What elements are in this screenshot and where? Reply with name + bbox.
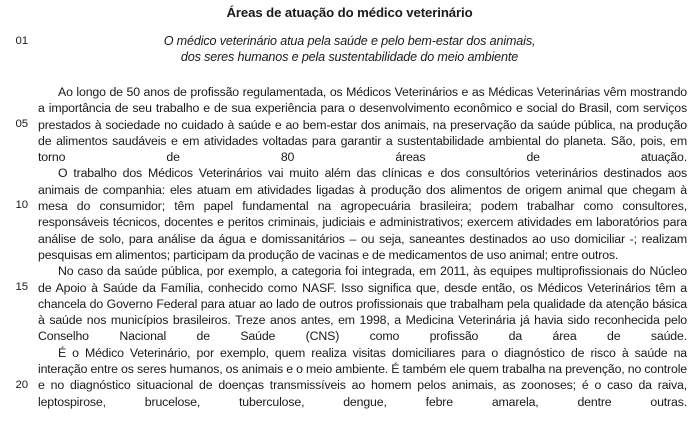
line-number-gutter bbox=[0, 0, 30, 440]
line-number: 15 bbox=[15, 281, 28, 293]
paragraph-3: No caso da saúde pública, por exemplo, a categoria foi integrada, em 2011, às equipes multiprofissionais do Núcleo de Apoio à Saúde da Família, conhecido como NASF. Isso significa que, desde então, os Médicos Veterinários têm a chancela do Governo Federal para atuar ao lado de outros profissionais que trabalham pela qualidade da atenção básica à saúde nos municípios brasileiros. Treze anos antes, em 1998, a Medicina Veterinária já havia sido reconhecida pelo Conselho Nacional de Saúde (CNS) como profissão da área de saúde. bbox=[38, 264, 687, 344]
paragraph-1: Ao longo de 50 anos de profissão regulamentada, os Médicos Veterinários e as Médicas Veterinárias vêm mostrando a importância de seu trabalho e de sua experiência para o desenvolvimento econômico e social do Brasil, com serviços prestados à sociedade no cuidado à saúde e ao bem-estar dos animais, na preservação da saúde pública, na produção de alimentos saudáveis e em atividades voltadas para garantir a sustentabilidade ambiental do planeta. São, pois, em torno de 80 áreas de atuação. bbox=[38, 85, 687, 165]
line-number: 05 bbox=[15, 118, 28, 130]
line-number: 20 bbox=[15, 379, 28, 391]
document-subtitle bbox=[0, 33, 699, 66]
subtitle-line-1: O médico veterinário atua pela saúde e pelo bem-estar dos animais, bbox=[163, 34, 536, 48]
line-number: 01 bbox=[15, 35, 28, 47]
line-number: 10 bbox=[15, 199, 28, 211]
document-body bbox=[38, 84, 687, 410]
paragraph-4: É o Médico Veterinário, por exemplo, quem realiza visitas domiciliares para o diagnóstico de risco à saúde na interação entre os seres humanos, os animais e o meio ambiente. É também ele quem trabalha na prevenção, no controle e no diagnóstico situacional de doenças transmissíveis ao homem pelos animais, as zoonoses; é o caso da raiva, leptospirose, brucelose, tuberculose, dengue, febre amarela, dentre outras. bbox=[38, 345, 687, 409]
subtitle-line-2: dos seres humanos e pela sustentabilidade do meio ambiente bbox=[180, 50, 519, 65]
page-title: Áreas de atuação do médico veterinário bbox=[226, 5, 473, 20]
paragraph-2: O trabalho dos Médicos Veterinários vai muito além das clínicas e dos consultórios veterinários destinados aos animais de companhia: eles atuam em atividades ligadas à produção dos alimentos de origem animal que chegam à mesa do consumidor; têm papel fundamental na agropecuária brasileira; podem trabalhar como consultores, responsáveis técnicos, docentes e peritos criminais, judiciais e administrativos; exercem atividades em laboratórios para análise de solo, para análise da água e domissanitários – ou seja, saneantes destinados ao uso domiciliar -; realizam pesquisas em alimentos; participam da produção de vacinas e de medicamentos de uso animal; entre outros. bbox=[38, 166, 687, 262]
